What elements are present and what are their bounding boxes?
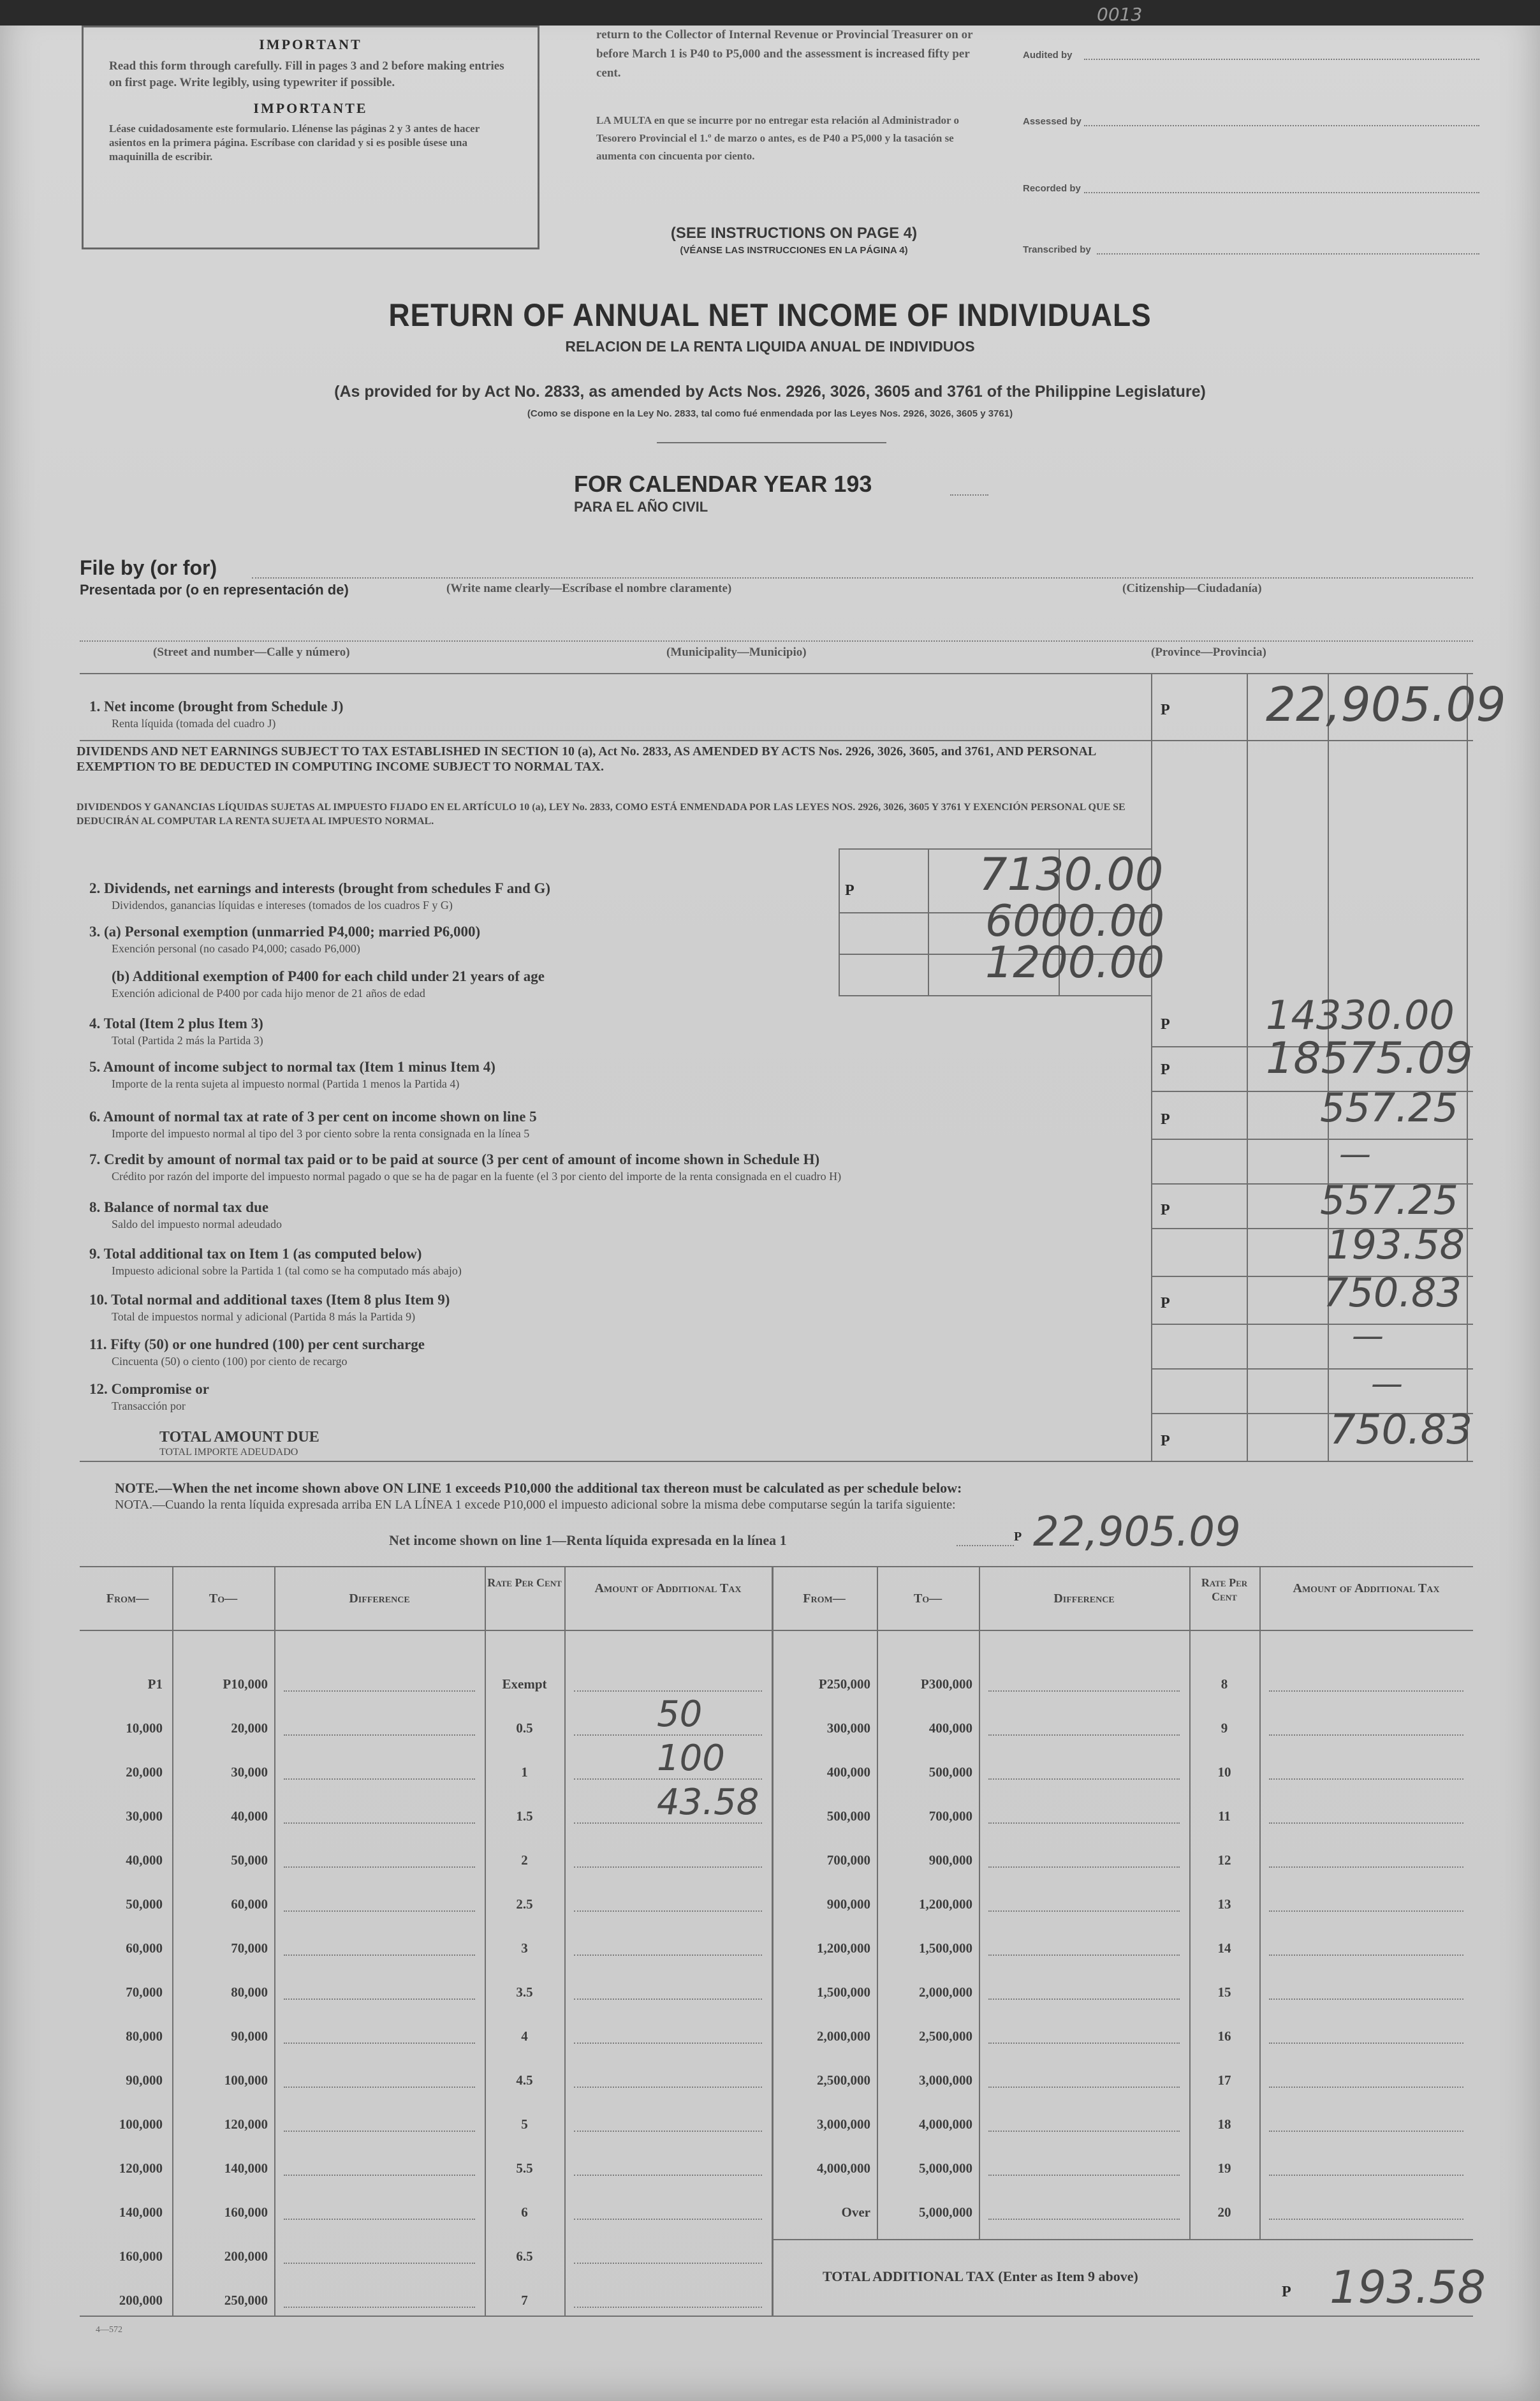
- item8-value[interactable]: 557.25: [1320, 1177, 1458, 1223]
- row-amount-field[interactable]: [1269, 1822, 1463, 1824]
- row-from: 1,200,000: [817, 1940, 870, 1956]
- file-by-label: File by (or for): [80, 556, 217, 579]
- row-amount-field[interactable]: [1269, 1866, 1463, 1868]
- row-from: 90,000: [126, 2072, 163, 2088]
- inner-col-a: [839, 848, 840, 995]
- important-text-en: Read this form through carefully. Fill in pages 3 and 2 before making entries on first page. Write legibly, using typewriter if possible.: [109, 59, 504, 89]
- row-amount-field[interactable]: [1269, 2131, 1463, 2132]
- row-rate: 6: [521, 2205, 528, 2220]
- row-difference-field[interactable]: [988, 1778, 1180, 1780]
- row-to: 70,000: [231, 1940, 268, 1956]
- recorded-by-label: Recorded by: [1023, 183, 1081, 194]
- row-rate: 2.5: [516, 1896, 533, 1912]
- row-from: P1: [147, 1676, 163, 1692]
- row-to: 90,000: [231, 2028, 268, 2044]
- row-to: 120,000: [224, 2117, 268, 2132]
- row-difference-field[interactable]: [284, 2263, 475, 2264]
- row-amount-field[interactable]: [1269, 1998, 1463, 2000]
- row-to: 900,000: [928, 1852, 972, 1868]
- row-from: 80,000: [126, 2028, 163, 2044]
- note-en: NOTE.—When the net income shown above ON LINE 1 exceeds P10,000 the additional tax thereon must be calculated as per schedule below:: [115, 1480, 962, 1496]
- item6-rule: [1151, 1139, 1473, 1140]
- total-additional-label: TOTAL ADDITIONAL TAX (Enter as Item 9 above): [823, 2268, 1138, 2284]
- sch-col-7: [979, 1566, 980, 2239]
- row-amount-field[interactable]: [574, 2131, 762, 2132]
- row-difference-field[interactable]: [988, 2043, 1180, 2044]
- row-difference-field[interactable]: [284, 1954, 475, 1956]
- transcribed-by-field[interactable]: [1097, 253, 1479, 255]
- item9-value[interactable]: 193.58: [1326, 1222, 1465, 1268]
- assessed-by-field[interactable]: [1084, 125, 1479, 126]
- sch-col-3: [485, 1566, 486, 2316]
- see-instructions: (SEE INSTRUCTIONS ON PAGE 4): [670, 225, 918, 242]
- row-rate: 5.5: [516, 2161, 533, 2176]
- sch-col-8: [1189, 1566, 1191, 2239]
- dividends-heading-es: DIVIDENDOS Y GANANCIAS LÍQUIDAS SUJETAS AL IMPUESTO FIJADO EN EL ARTÍCULO 10 (a), LEY No. 2833, COMO ESTÁ ENMENDADA POR LAS LEYES NOS. 2926, 3026, 3605 Y 3761 Y EXENCIÓN PERSONAL QUE SE DEDUCIRÁN AL COMPUTAR LA RENTA SUJETA AL IMPUESTO NORMAL.: [77, 802, 1126, 827]
- citizenship-hint: (Citizenship—Ciudadanía): [1122, 582, 1262, 595]
- total-additional-peso: P: [1282, 2284, 1291, 2300]
- row-from: 70,000: [126, 1984, 163, 2000]
- item9-sub: Impuesto adicional sobre la Partida 1 (tal como se ha computado más abajo): [112, 1264, 462, 1277]
- item5-value[interactable]: 18575.09: [1266, 1033, 1473, 1084]
- recorded-by-field[interactable]: [1084, 192, 1479, 193]
- row-rate: 11: [1218, 1808, 1231, 1824]
- hdr-rate-left: Rate Per Cent: [487, 1576, 562, 1589]
- item8-sub: Saldo del impuesto normal adeudado: [112, 1218, 282, 1230]
- row-difference-field[interactable]: [284, 2219, 475, 2220]
- row-difference-field[interactable]: [284, 1822, 475, 1824]
- total-sub: TOTAL IMPORTE ADEUDADO: [159, 1447, 298, 1458]
- transcribed-by-label: Transcribed by: [1023, 244, 1091, 255]
- row-difference-field[interactable]: [284, 1866, 475, 1868]
- hdr-diff-left: Difference: [349, 1592, 410, 1606]
- row-to: 160,000: [224, 2205, 268, 2220]
- row-amount-value[interactable]: 50: [657, 1694, 703, 1735]
- title-divider: [657, 442, 886, 443]
- provided-by-en: (As provided for by Act No. 2833, as amended by Acts Nos. 2926, 3026, 3605 and 3761 of the Philippine Legislature): [334, 383, 1206, 401]
- address-field[interactable]: [80, 640, 1473, 642]
- row-from: 4,000,000: [817, 2161, 870, 2176]
- item10-label: 10. Total normal and additional taxes (Item 8 plus Item 9): [89, 1292, 450, 1308]
- net-income-leader: [957, 1545, 1014, 1546]
- item7-sub: Crédito por razón del importe del impuesto normal pagado o que se ha de pagar en la fuente (el 3 por ciento del importe de la renta consignada en el cuadro H): [112, 1170, 842, 1183]
- row-to: 50,000: [231, 1852, 268, 1868]
- row-difference-field[interactable]: [284, 2307, 475, 2308]
- row-rate: 2: [521, 1852, 528, 1868]
- row-rate: 14: [1217, 1940, 1231, 1956]
- row-to: 5,000,000: [919, 2161, 972, 2176]
- row-from: 700,000: [826, 1852, 870, 1868]
- row-rate: 15: [1217, 1984, 1231, 2000]
- hdr-amount-left: Amount of Additional Tax: [594, 1581, 742, 1595]
- street-hint: (Street and number—Calle y número): [153, 646, 350, 659]
- total-label: TOTAL AMOUNT DUE: [159, 1429, 319, 1445]
- filer-name-field[interactable]: [252, 577, 1473, 579]
- importante-heading: IMPORTANTE: [253, 100, 368, 116]
- row-to: 500,000: [928, 1764, 972, 1780]
- net-income-line-label: Net income shown on line 1—Renta líquida expresada en la línea 1: [389, 1532, 787, 1548]
- hdr-from-left: From—: [106, 1592, 149, 1606]
- row-to: 1,500,000: [919, 1940, 972, 1956]
- row-difference-field[interactable]: [284, 1778, 475, 1780]
- row-difference-field[interactable]: [988, 1998, 1180, 2000]
- row-difference-field[interactable]: [988, 2175, 1180, 2176]
- row-rate: 1.5: [516, 1808, 533, 1824]
- row-amount-field[interactable]: [574, 2263, 762, 2264]
- row-amount-field[interactable]: [574, 1910, 762, 1912]
- item3a-sub: Exención personal (no casado P4,000; casado P6,000): [112, 942, 360, 955]
- row-to: 2,500,000: [919, 2028, 972, 2044]
- row-difference-field[interactable]: [284, 2087, 475, 2088]
- total-peso: P: [1161, 1433, 1170, 1449]
- row-amount-field[interactable]: [574, 1690, 762, 1692]
- see-instructions-es: (VÉANSE LAS INSTRUCCIONES EN LA PÁGINA 4): [680, 245, 908, 256]
- item12-label: 12. Compromise or: [89, 1381, 210, 1397]
- row-rate: 5: [521, 2117, 528, 2132]
- item7-label: 7. Credit by amount of normal tax paid or to be paid at source (3 per cent of amount of income shown in Schedule H): [89, 1151, 820, 1167]
- audited-by-label: Audited by: [1023, 50, 1073, 61]
- row-amount-field[interactable]: [574, 2307, 762, 2308]
- item7-value[interactable]: —: [1339, 1135, 1371, 1172]
- row-amount-field[interactable]: [1269, 1778, 1463, 1780]
- row-to: 1,200,000: [919, 1896, 972, 1912]
- row-amount-field[interactable]: [574, 2175, 762, 2176]
- form-subtitle: RELACION DE LA RENTA LIQUIDA ANUAL DE INDIVIDUOS: [565, 338, 975, 355]
- row-to: 20,000: [231, 1720, 268, 1736]
- scan-edge: [0, 0, 1540, 26]
- row-from: 60,000: [126, 1940, 163, 1956]
- item10-peso: P: [1161, 1295, 1170, 1311]
- sch-col-2: [274, 1566, 275, 2316]
- row-difference-field[interactable]: [284, 2175, 475, 2176]
- calendar-year-field[interactable]: [950, 494, 988, 496]
- item3b-rule: [839, 995, 1151, 996]
- hdr-diff-right: Difference: [1053, 1592, 1115, 1606]
- row-from: 2,000,000: [817, 2028, 870, 2044]
- name-hint: (Write name clearly—Escríbase el nombre claramente): [446, 582, 732, 595]
- row-amount-field[interactable]: [1269, 1910, 1463, 1912]
- row-amount-field[interactable]: [574, 2043, 762, 2044]
- net-income-peso: P: [1014, 1530, 1022, 1544]
- important-heading: IMPORTANT: [259, 36, 362, 52]
- important-box: [82, 26, 539, 249]
- item3a-value[interactable]: 6000.00: [985, 896, 1165, 947]
- row-from: 50,000: [126, 1896, 163, 1912]
- item5-sub: Importe de la renta sujeta al impuesto normal (Partida 1 menos la Partida 4): [112, 1077, 460, 1090]
- item1-label: 1. Net income (brought from Schedule J): [89, 698, 344, 714]
- row-from: 160,000: [119, 2249, 163, 2264]
- row-rate: Exempt: [502, 1676, 547, 1692]
- row-from: 20,000: [126, 1764, 163, 1780]
- row-amount-field[interactable]: [574, 1954, 762, 1956]
- row-amount-field[interactable]: [1269, 2175, 1463, 2176]
- row-to: 5,000,000: [919, 2205, 972, 2220]
- handwritten-stamp: 0013: [1097, 4, 1143, 25]
- item4-value[interactable]: 14330.00: [1266, 992, 1455, 1038]
- dividends-heading: DIVIDENDS AND NET EARNINGS SUBJECT TO TAX ESTABLISHED IN SECTION 10 (a), Act No. 2833, AS AMENDED BY ACTS Nos. 2926, 3026, 3605, and 3761, AND PERSONAL EXEMPTION TO BE DEDUCTED IN COMPUTING INCOME SUBJECT TO NORMAL TAX.: [77, 744, 1096, 774]
- hdr-to-left: To—: [209, 1592, 238, 1606]
- sch-col-6: [877, 1566, 878, 2239]
- row-rate: 9: [1221, 1720, 1228, 1736]
- item11-label: 11. Fifty (50) or one hundred (100) per cent surcharge: [89, 1336, 425, 1352]
- item6-sub: Importe del impuesto normal al tipo del 3 por ciento sobre la renta consignada en la línea 5: [112, 1127, 530, 1140]
- item3b-value[interactable]: 1200.00: [985, 938, 1165, 988]
- row-to: 80,000: [231, 1984, 268, 2000]
- item6-label: 6. Amount of normal tax at rate of 3 per cent on income shown on line 5: [89, 1109, 537, 1125]
- item4-peso: P: [1161, 1016, 1170, 1033]
- sch-col-5: [772, 1566, 774, 2316]
- row-difference-field[interactable]: [988, 1866, 1180, 1868]
- hdr-to-right: To—: [913, 1592, 942, 1606]
- items-top-rule: [80, 673, 1473, 674]
- item4-sub: Total (Partida 2 más la Partida 3): [112, 1034, 263, 1047]
- item2-sub: Dividendos, ganancias líquidas e intereses (tomados de los cuadros F y G): [112, 899, 453, 912]
- row-rate: 0.5: [516, 1720, 533, 1736]
- net-income-value[interactable]: 22,905.09: [1033, 1509, 1241, 1556]
- row-amount-field[interactable]: [574, 2219, 762, 2220]
- penalty-en: return to the Collector of Internal Revenue or Provincial Treasurer on or before March 1 is P40 to P5,000 and the assessment is increased fifty per cent.: [596, 28, 973, 80]
- item10-sub: Total de impuestos normal y adicional (Partida 8 más la Partida 9): [112, 1310, 416, 1323]
- penalty-es: LA MULTA en que se incurre por no entregar esta relación al Administrador o Tesorero Provincial el 1.º de marzo o antes, es de P40 a P5,000 y la tasación se aumenta con cincuenta por ciento.: [596, 114, 960, 162]
- row-to: 200,000: [224, 2249, 268, 2264]
- row-rate: 4: [521, 2028, 528, 2044]
- sch-col-9: [1259, 1566, 1261, 2239]
- items-col-whole: [1247, 673, 1248, 1461]
- item1-sub: Renta líquida (tomada del cuadro J): [112, 717, 276, 730]
- item6-peso: P: [1161, 1111, 1170, 1128]
- row-amount-value[interactable]: 100: [657, 1738, 725, 1779]
- sch-col-1: [172, 1566, 173, 2316]
- note-es: NOTA.—Cuando la renta líquida expresada arriba EN LA LÍNEA 1 excede P10,000 el impuesto adicional sobre la misma debe computarse según la tarifa siguiente:: [115, 1498, 956, 1512]
- item3b-sub: Exención adicional de P400 por cada hijo menor de 21 años de edad: [112, 987, 425, 1000]
- item12-sub: Transacción por: [112, 1400, 186, 1412]
- province-hint: (Province—Provincia): [1151, 646, 1266, 659]
- row-rate: 16: [1217, 2028, 1231, 2044]
- item5-label: 5. Amount of income subject to normal tax (Item 1 minus Item 4): [89, 1059, 495, 1075]
- row-amount-field[interactable]: [574, 1998, 762, 2000]
- row-to: 4,000,000: [919, 2117, 972, 2132]
- row-amount-field[interactable]: [1269, 2043, 1463, 2044]
- row-rate: 1: [521, 1764, 528, 1780]
- row-to: P300,000: [920, 1676, 972, 1692]
- row-to: 2,000,000: [919, 1984, 972, 2000]
- item1-peso: P: [1161, 702, 1170, 718]
- item1-value[interactable]: 22,905.09: [1266, 677, 1506, 732]
- row-difference-field[interactable]: [988, 2087, 1180, 2088]
- row-amount-field[interactable]: [1269, 2087, 1463, 2088]
- item8-peso: P: [1161, 1202, 1170, 1218]
- row-difference-field[interactable]: [988, 1954, 1180, 1956]
- row-rate: 3.5: [516, 1984, 533, 2000]
- row-from: 500,000: [826, 1808, 870, 1824]
- item5-peso: P: [1161, 1061, 1170, 1078]
- items-col-peso: [1151, 673, 1152, 1461]
- total-value[interactable]: 750.83: [1330, 1407, 1472, 1454]
- row-rate: 18: [1217, 2117, 1231, 2132]
- schedule-bottom-rule: [80, 2316, 1473, 2317]
- important-text-es: Léase cuidadosamente este formulario. Llénense las páginas 2 y 3 antes de hacer asientos en la primera página. Escríbase con claridad y si es posible úsese una maquinilla de escribir.: [109, 122, 480, 163]
- row-difference-field[interactable]: [988, 1822, 1180, 1824]
- file-by-es: Presentada por (o en representación de): [80, 582, 349, 598]
- row-from: 400,000: [826, 1764, 870, 1780]
- row-from: 140,000: [119, 2205, 163, 2220]
- row-rate: 17: [1217, 2072, 1231, 2088]
- row-difference-field[interactable]: [284, 1998, 475, 2000]
- row-amount-field[interactable]: [574, 1866, 762, 1868]
- row-difference-field[interactable]: [284, 2043, 475, 2044]
- row-to: 60,000: [231, 1896, 268, 1912]
- hdr-amount-right: Amount of Additional Tax: [1293, 1581, 1440, 1595]
- row-amount-field[interactable]: [1269, 2219, 1463, 2220]
- audited-by-field[interactable]: [1084, 59, 1479, 60]
- hdr-from-right: From—: [803, 1592, 846, 1606]
- calendar-year-es: PARA EL AÑO CIVIL: [574, 499, 708, 515]
- row-from: 10,000: [126, 1720, 163, 1736]
- row-from: 900,000: [826, 1896, 870, 1912]
- row-difference-field[interactable]: [988, 1734, 1180, 1736]
- row-rate: 20: [1217, 2205, 1231, 2220]
- row-difference-field[interactable]: [988, 2219, 1180, 2220]
- row-from: 100,000: [119, 2117, 163, 2132]
- schedule-top-rule: [80, 1566, 1473, 1567]
- item6-value[interactable]: 557.25: [1320, 1084, 1458, 1131]
- item8-label: 8. Balance of normal tax due: [89, 1199, 269, 1215]
- row-difference-field[interactable]: [284, 1910, 475, 1912]
- row-amount-field[interactable]: [1269, 1734, 1463, 1736]
- inner-col-b: [928, 848, 929, 995]
- row-rate: 19: [1217, 2161, 1231, 2176]
- row-difference-field[interactable]: [284, 1734, 475, 1736]
- row-rate: 10: [1217, 1764, 1231, 1780]
- row-from: 3,000,000: [817, 2117, 870, 2132]
- item11-sub: Cincuenta (50) o ciento (100) por ciento de recargo: [112, 1355, 348, 1368]
- row-from: 120,000: [119, 2161, 163, 2176]
- row-difference-field[interactable]: [284, 1690, 475, 1692]
- row-from: 2,500,000: [817, 2072, 870, 2088]
- form-title: RETURN OF ANNUAL NET INCOME OF INDIVIDUALS: [388, 297, 1152, 333]
- row-to: P10,000: [223, 1676, 268, 1692]
- item3b-label: (b) Additional exemption of P400 for each child under 21 years of age: [112, 968, 545, 984]
- row-rate: 8: [1221, 1676, 1228, 1692]
- municipality-hint: (Municipality—Municipio): [666, 646, 807, 659]
- row-from: P250,000: [818, 1676, 870, 1692]
- row-difference-field[interactable]: [284, 2131, 475, 2132]
- row-amount-field[interactable]: [1269, 1954, 1463, 1956]
- row-amount-field[interactable]: [1269, 1690, 1463, 1692]
- item12-value[interactable]: —: [1371, 1365, 1403, 1402]
- row-to: 700,000: [928, 1808, 972, 1824]
- row-rate: 4.5: [516, 2072, 533, 2088]
- item9-label: 9. Total additional tax on Item 1 (as computed below): [89, 1246, 422, 1262]
- row-amount-value[interactable]: 43.58: [657, 1782, 759, 1823]
- row-from: 30,000: [126, 1808, 163, 1824]
- hdr-rate-right: Rate Per Cent: [1201, 1576, 1248, 1603]
- item2-value[interactable]: 7130.00: [979, 848, 1164, 901]
- row-rate: 12: [1217, 1852, 1231, 1868]
- row-difference-field[interactable]: [988, 1910, 1180, 1912]
- row-rate: 6.5: [516, 2249, 533, 2264]
- row-to: 400,000: [928, 1720, 972, 1736]
- item2-label: 2. Dividends, net earnings and interests (brought from schedules F and G): [89, 880, 551, 896]
- item4-label: 4. Total (Item 2 plus Item 3): [89, 1016, 263, 1031]
- row-to: 30,000: [231, 1764, 268, 1780]
- row-from: 1,500,000: [817, 1984, 870, 2000]
- row-to: 140,000: [224, 2161, 268, 2176]
- calendar-year-label: FOR CALENDAR YEAR 193: [574, 471, 872, 497]
- form-number: 4—572: [96, 2325, 122, 2335]
- item2-peso: P: [845, 882, 854, 899]
- item3a-label: 3. (a) Personal exemption (unmarried P4,000; married P6,000): [89, 924, 481, 940]
- row-from: 300,000: [826, 1720, 870, 1736]
- row-rate: 13: [1217, 1896, 1231, 1912]
- line1-rule: [80, 740, 1473, 741]
- item11-rule: [1151, 1368, 1473, 1370]
- item10-value[interactable]: 750.83: [1323, 1269, 1462, 1316]
- item11-value[interactable]: —: [1352, 1317, 1384, 1354]
- row-rate: 3: [521, 1940, 528, 1956]
- total-additional-value[interactable]: 193.58: [1330, 2261, 1486, 2314]
- row-difference-field[interactable]: [988, 2131, 1180, 2132]
- row-from: 40,000: [126, 1852, 163, 1868]
- assessed-by-label: Assessed by: [1023, 116, 1082, 127]
- provided-by-es: (Como se dispone en la Ley No. 2833, tal como fué enmendada por las Leyes Nos. 2926, 3026, 3605 y 3761): [527, 408, 1013, 419]
- row-to: 40,000: [231, 1808, 268, 1824]
- row-to: 100,000: [224, 2072, 268, 2088]
- items-bottom-rule: [80, 1461, 1473, 1462]
- sch-col-4: [564, 1566, 566, 2316]
- row-difference-field[interactable]: [988, 1690, 1180, 1692]
- row-rate: 7: [521, 2293, 528, 2308]
- item10-rule: [1151, 1324, 1473, 1325]
- schedule-head-rule: [80, 1630, 1473, 1631]
- row-amount-field[interactable]: [574, 2087, 762, 2088]
- row-to: 3,000,000: [919, 2072, 972, 2088]
- row-from: Over: [841, 2205, 870, 2220]
- row-to: 250,000: [224, 2293, 268, 2308]
- sch-right-bottom: [772, 2239, 1473, 2240]
- row-from: 200,000: [119, 2293, 163, 2308]
